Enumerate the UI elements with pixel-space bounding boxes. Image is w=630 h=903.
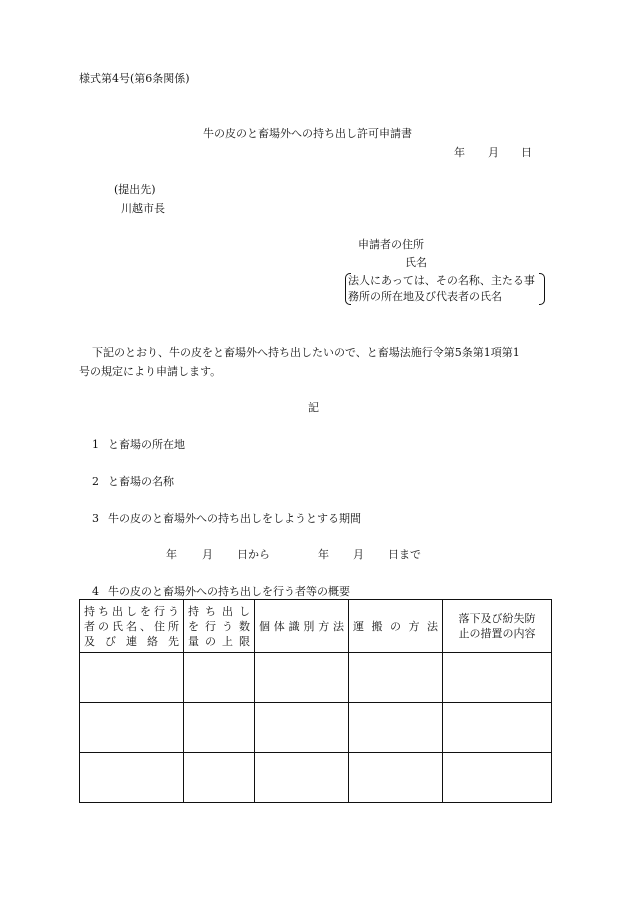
applicant-name-label: 氏名 [405,256,427,269]
document-title: 牛の皮のと畜場外への持ち出し許可申請書 [203,127,412,140]
table-cell [349,703,443,753]
item3-number: 3 [92,512,99,525]
table-cell [255,753,349,803]
table-cell [184,653,255,703]
header-quantity-line3: 量 の 上 限 [188,634,250,648]
header-operator-line3: 及 び 連 絡 先 [84,634,179,648]
period-from-suffix: 日から [237,548,270,561]
header-identification-line1: 個 体 識 別 方 法 [259,619,344,633]
header-prevention-measures [443,600,552,653]
header-transport-line1: 運 搬 の 方 法 [353,619,438,633]
table-cell [443,703,552,753]
table-cell [80,653,184,703]
table-cell [184,703,255,753]
table-cell [80,703,184,753]
item3-label: 牛の皮のと畜場外への持ち出しをしようとする期間 [108,512,361,525]
table-row [80,703,552,753]
close-bracket [539,273,545,305]
table-cell [255,703,349,753]
item4-number: 4 [92,585,99,598]
header-operator-line2: 者 の 氏 名 、 住 所 [84,619,179,633]
body-text-line1: 下記のとおり、牛の皮をと畜場外へ持ち出したいので、と畜場法施行令第5条第1項第1 [92,346,520,359]
record-label: 記 [308,401,319,414]
header-prevention-line2: 止の措置の内容 [458,627,536,640]
body-text-line2: 号の規定により申請します。 [79,365,222,378]
header-quantity-limit [184,600,255,653]
item1-label: と畜場の所在地 [108,438,185,451]
applicant-address-label: 申請者の住所 [358,238,424,251]
table-cell [349,753,443,803]
addressee-name: 川越市長 [121,202,165,215]
header-identification [255,600,349,653]
item1-number: 1 [92,438,99,451]
date-day-label: 日 [521,146,532,159]
header-quantity-line2: を 行 う 数 [188,619,250,633]
header-operator-line1: 持 ち 出 し を 行 う [84,604,179,618]
period-from-month: 月 [202,548,213,561]
overview-table [79,599,552,803]
header-quantity-line1: 持 ち 出 し [188,604,250,618]
table-cell [443,753,552,803]
table-cell [349,653,443,703]
date-month-label: 月 [488,146,499,159]
table-header-row [80,600,552,653]
period-to-suffix: 日まで [388,548,421,561]
addressee-label: (提出先) [114,183,156,196]
header-transport [349,600,443,653]
header-prevention-line1: 落下及び紛失防 [458,612,536,625]
table-cell [443,653,552,703]
table-cell [255,653,349,703]
period-to-year: 年 [318,548,329,561]
period-to-month: 月 [353,548,364,561]
table-row [80,753,552,803]
corporate-note-line1: 法人にあっては、その名称、主たる事 [348,274,535,287]
table-cell [184,753,255,803]
form-id: 様式第4号(第6条関係) [79,72,190,85]
corporate-note [345,273,545,305]
corporate-note-line2: 務所の所在地及び代表者の氏名 [348,290,502,303]
item2-number: 2 [92,475,99,488]
date-year-label: 年 [454,146,465,159]
item2-label: と畜場の名称 [108,475,174,488]
item4-label: 牛の皮のと畜場外への持ち出しを行う者等の概要 [108,585,350,598]
header-operator [80,600,184,653]
table-cell [80,753,184,803]
table-row [80,653,552,703]
period-from-year: 年 [166,548,177,561]
